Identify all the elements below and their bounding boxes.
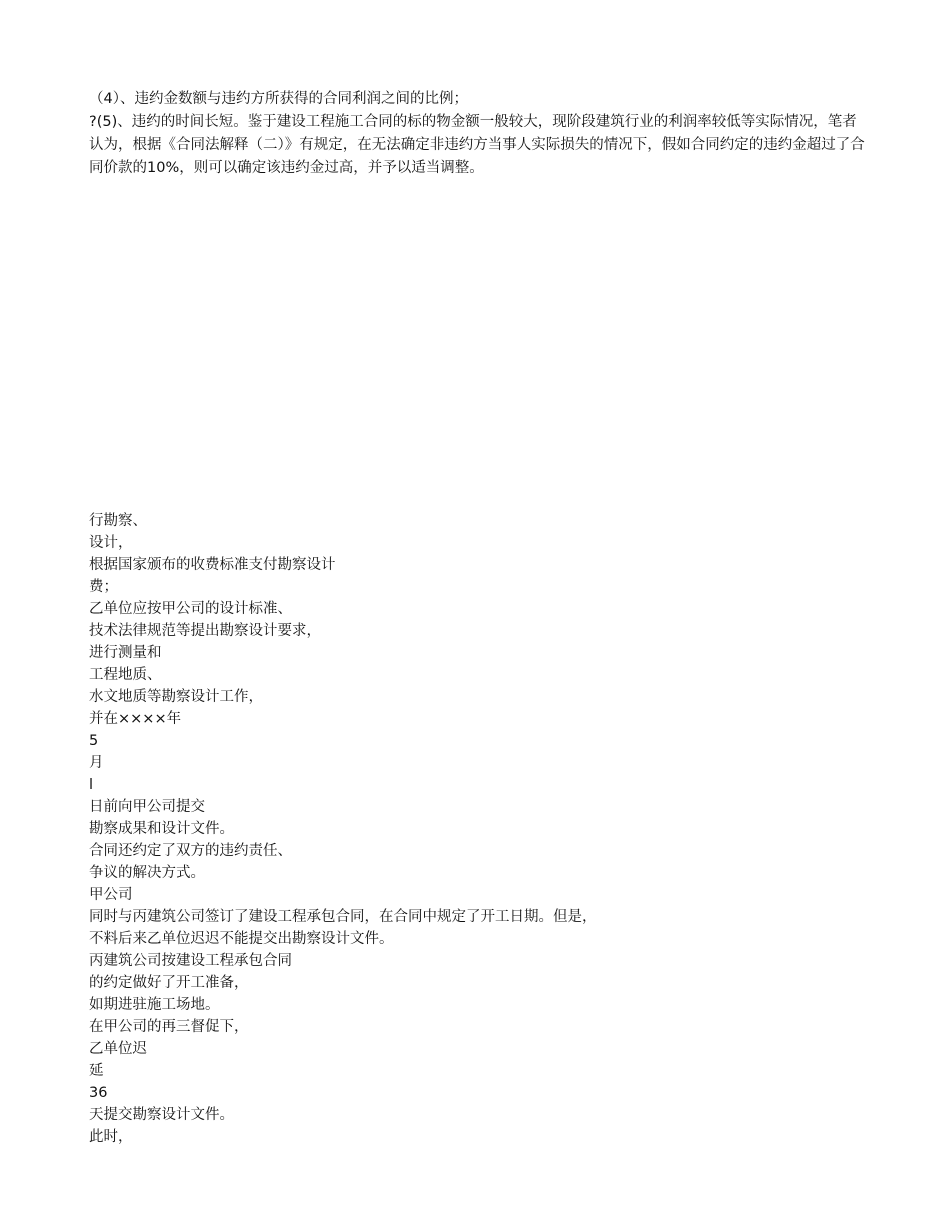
text-line: 乙单位应按甲公司的设计标准、 <box>89 601 292 617</box>
text-line: 不料后来乙单位迟迟不能提交出勘察设计文件。 <box>89 931 394 947</box>
text-line: 行勘察、 <box>89 513 147 529</box>
text-line: 丙建筑公司按建设工程承包合同 <box>89 953 292 969</box>
text-line: 进行测量和 <box>89 645 162 661</box>
text-line: 同时与丙建筑公司签订了建设工程承包合同，在合同中规定了开工日期。但是， <box>89 909 597 925</box>
text-line: 并在××××年 <box>89 711 182 727</box>
paragraph-item-4: （4）、违约金数额与违约方所获得的合同利润之间的比例； <box>89 91 468 107</box>
fragment-lines <box>89 510 869 1148</box>
text-line: 天提交勘察设计文件。 <box>89 1107 234 1123</box>
text-line: l <box>89 777 94 793</box>
text-line: 甲公司 <box>89 887 133 903</box>
text-line: 争议的解决方式。 <box>89 865 205 881</box>
text-line: 日前向甲公司提交 <box>89 799 205 815</box>
text-line: 费； <box>89 579 118 595</box>
paragraph-item-5: ?(5)、违约的时间长短。鉴于建设工程施工合同的标的物金额一般较大，现阶段建筑行业的利润率较低等实际情况，笔者认为，根据《合同法解释（二）》有规定，在无法确定非违约方当事人实际损失的情况下，假如合同约定的违约金超过了合同价款的10%，则可以确定该违约金过高，并予以适当调整。 <box>89 114 865 176</box>
text-line: 延 <box>89 1063 104 1079</box>
text-line: 乙单位迟 <box>89 1041 147 1057</box>
text-line: 此时， <box>89 1129 133 1145</box>
text-line: 设计， <box>89 535 133 551</box>
text-line: 36 <box>89 1085 108 1101</box>
text-line: 工程地质、 <box>89 667 162 683</box>
text-line: 水文地质等勘察设计工作， <box>89 689 263 705</box>
text-line: 技术法律规范等提出勘察设计要求， <box>89 623 321 639</box>
text-line: 在甲公司的再三督促下， <box>89 1019 249 1035</box>
text-line: 月 <box>89 755 104 771</box>
text-line: 合同还约定了双方的违约责任、 <box>89 843 292 859</box>
text-line: 5 <box>89 733 99 749</box>
top-paragraphs <box>89 88 867 180</box>
text-line: 勘察成果和设计文件。 <box>89 821 234 837</box>
text-line: 如期进驻施工场地。 <box>89 997 220 1013</box>
text-line: 的约定做好了开工准备， <box>89 975 249 991</box>
text-line: 根据国家颁布的收费标准支付勘察设计 <box>89 557 336 573</box>
